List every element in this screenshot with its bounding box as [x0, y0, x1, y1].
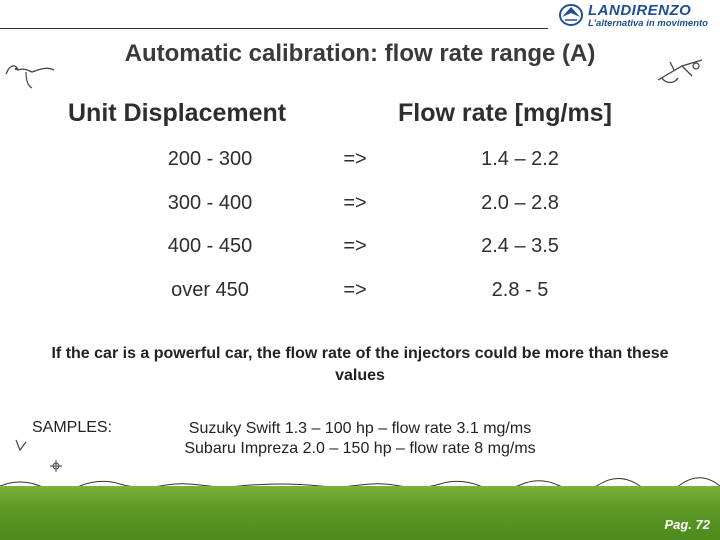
table-row	[0, 279, 720, 309]
arrow: =>	[343, 279, 367, 301]
flow-rate-range: 1.4 – 2.2	[481, 148, 559, 170]
power-note: If the car is a powerful car, the flow rate of the injectors could be more than these values	[51, 345, 669, 384]
displacement-range: over 450	[171, 279, 249, 301]
slide-title: Automatic calibration: flow rate range (A)	[124, 40, 596, 67]
table-row	[0, 235, 720, 265]
flow-rate-range: 2.4 – 3.5	[481, 235, 559, 257]
flow-rate-range: 2.8 - 5	[491, 279, 549, 301]
column-header-flow-rate: Flow rate [mg/ms]	[398, 99, 612, 127]
table-row	[0, 192, 720, 222]
samples-list	[150, 419, 570, 459]
brand-logo	[556, 0, 720, 30]
arrow: =>	[343, 235, 367, 257]
arrow: =>	[343, 192, 367, 214]
displacement-range: 300 - 400	[167, 192, 253, 214]
sample-item: Subaru Impreza 2.0 – 150 hp – flow rate 8 mg/ms	[184, 440, 536, 457]
logo-name: LANDIRENZO	[588, 2, 692, 19]
header-divider	[0, 28, 548, 29]
column-header-displacement: Unit Displacement	[68, 99, 287, 127]
flower-doodle-icon	[10, 436, 70, 476]
arrow: =>	[343, 148, 367, 170]
flow-rate-range: 2.0 – 2.8	[481, 192, 559, 214]
page-number: Pag. 72	[664, 517, 710, 532]
sample-item: Suzuky Swift 1.3 – 100 hp – flow rate 3.1 mg/ms	[188, 420, 532, 437]
table-row	[0, 148, 720, 178]
grass-footer	[0, 486, 720, 540]
displacement-range: 400 - 450	[167, 235, 253, 257]
samples-label: SAMPLES:	[32, 419, 113, 436]
logo-emblem-icon	[558, 3, 584, 27]
displacement-range: 200 - 300	[167, 148, 253, 170]
logo-tagline: L'alternativa in movimento	[588, 18, 708, 29]
